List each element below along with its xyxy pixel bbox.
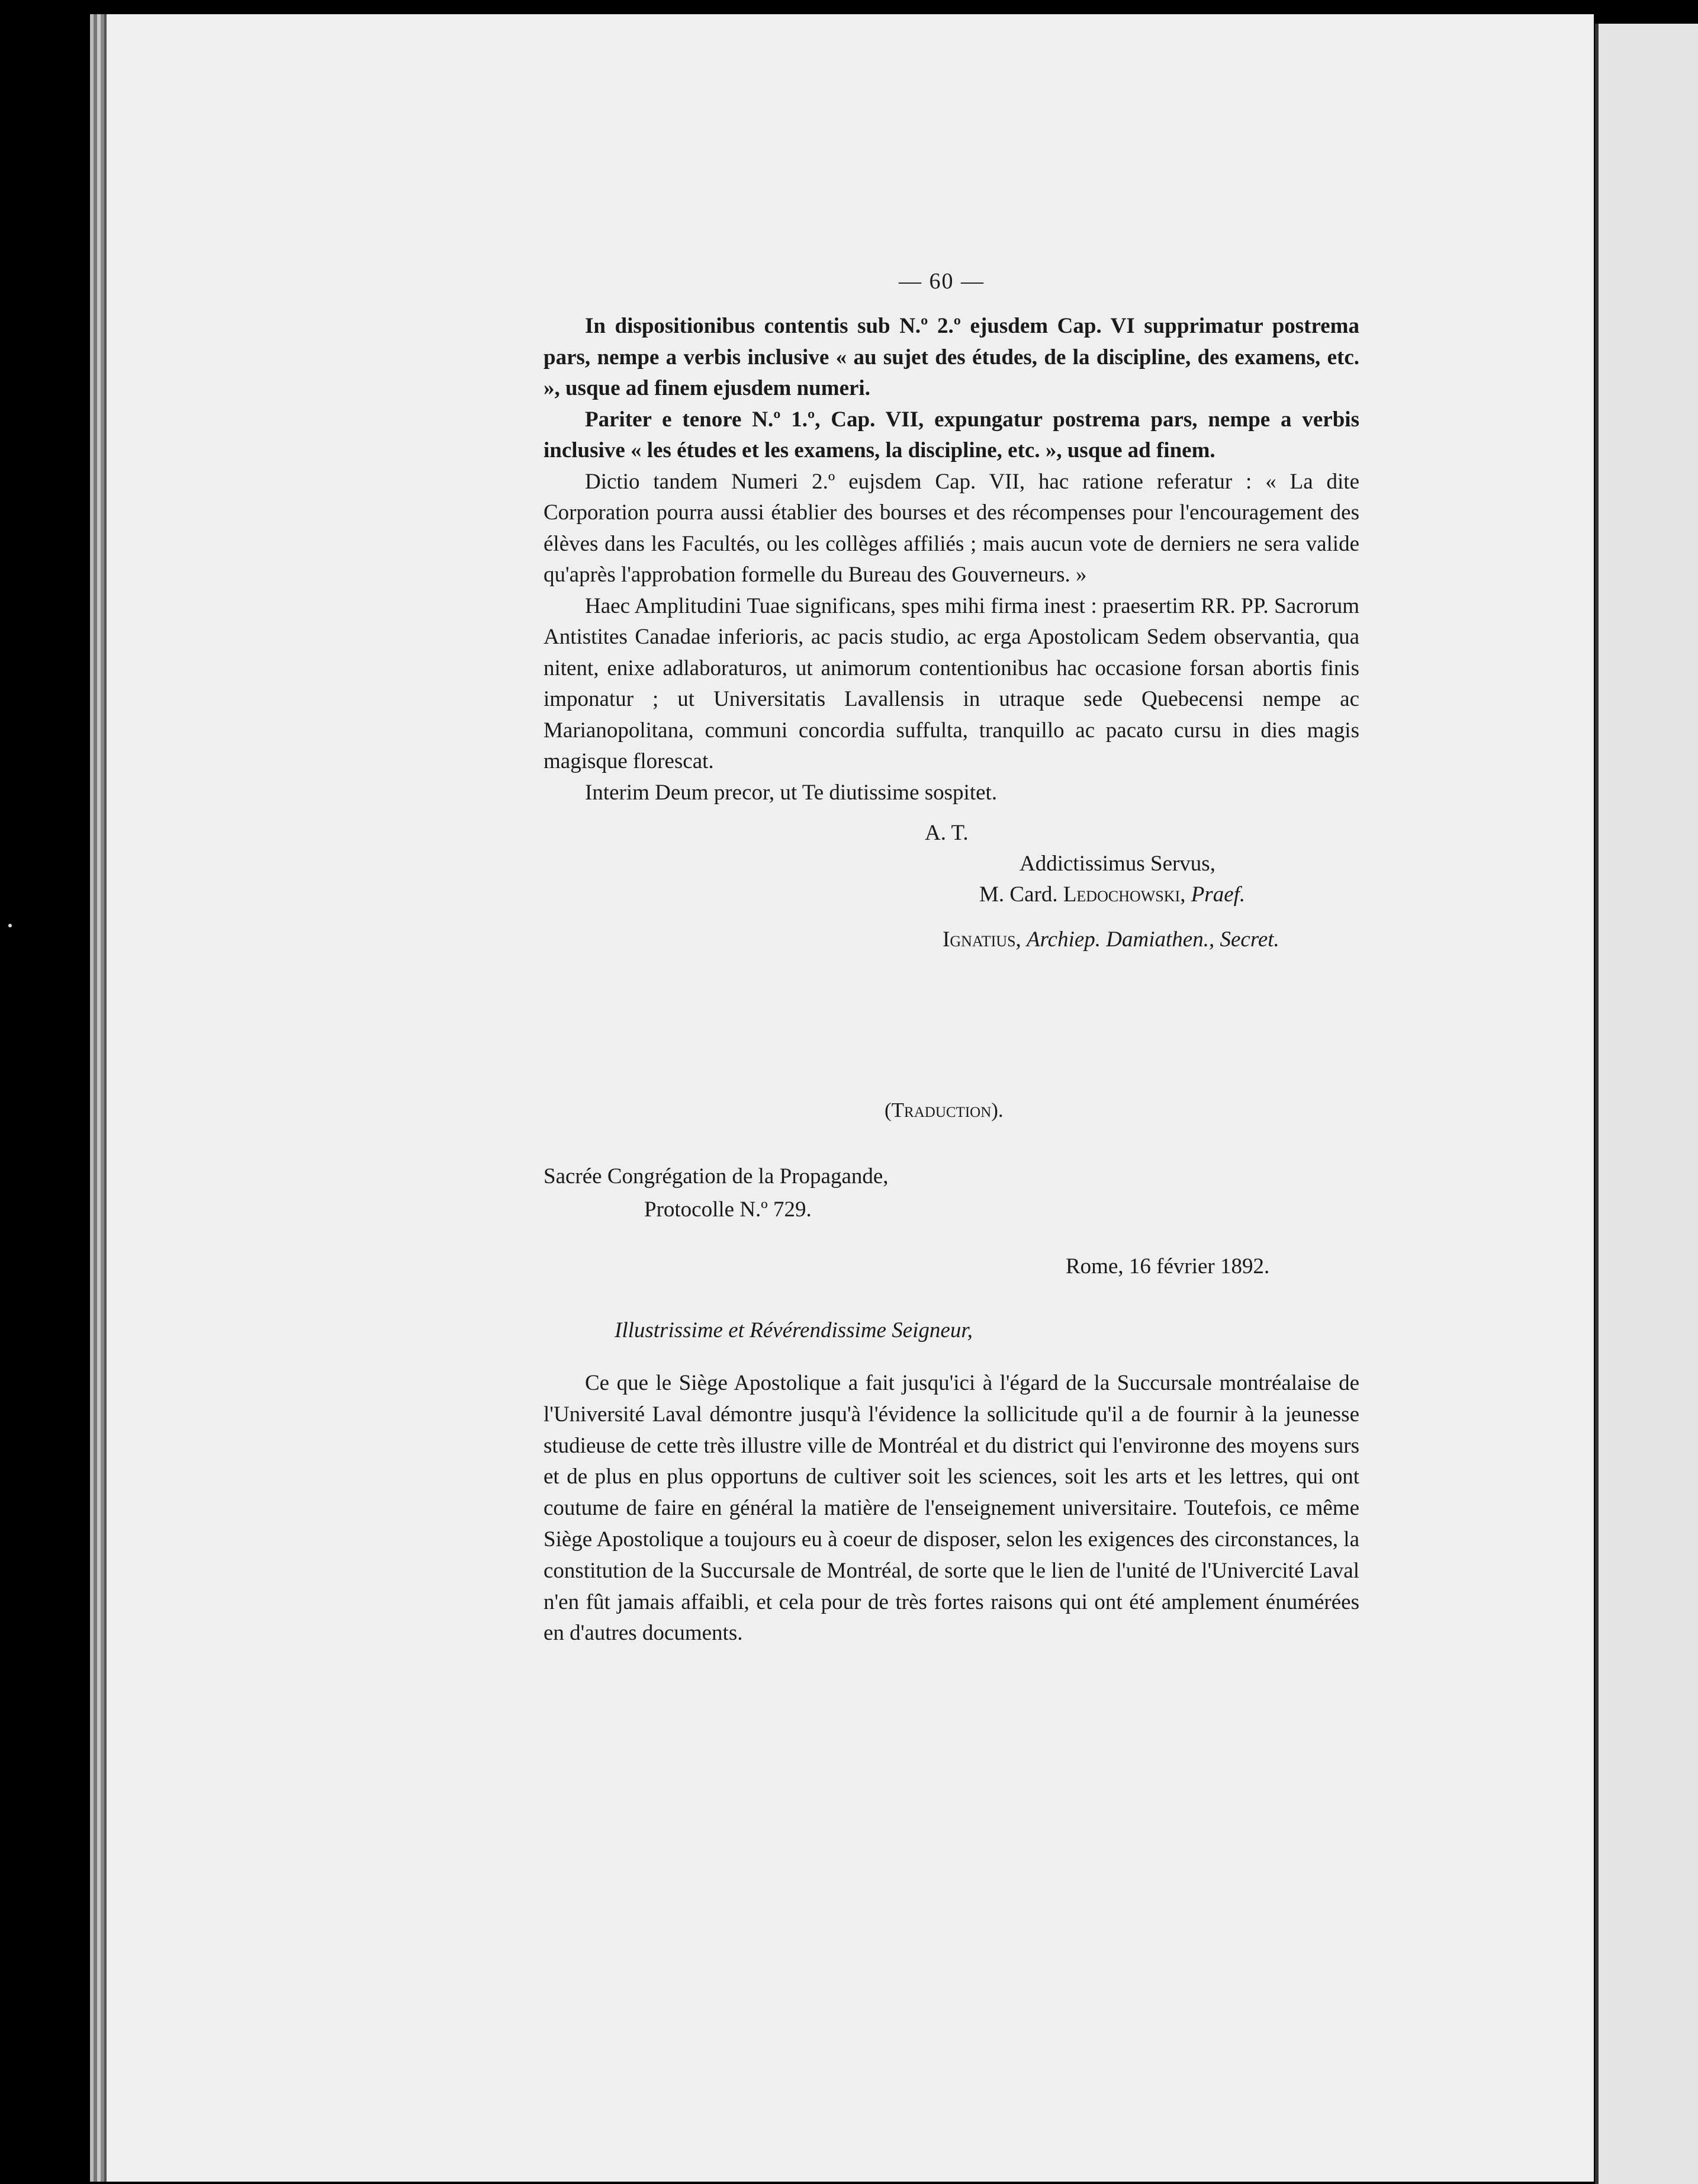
secretary-line: Ignatius, Archiep. Damiathen., Secret. [943, 927, 1279, 952]
signer-name: Ledochowski [1063, 882, 1181, 907]
latin-paragraph-1: In dispositionibus contentis sub N.º 2.º ejusdem Cap. VI supprimatur postrema pars, nempe a verbis inclusive « au sujet des études, de la discipline, des examens, etc. », usque ad finem ejusdem numeri. [544, 314, 1359, 400]
latin-paragraph-3: Dictio tandem Numeri 2.º eujsdem Cap. VII, hac ratione referatur : « La dite Corporation pourra aussi établier des bourses et des récompenses pour l'encouragement des élèves dans les Facultés, ou les collèges affiliés ; mais aucun vote de derniers ne sera valide qu'après l'approbation formelle du Bureau des Gouverneurs. » [544, 469, 1359, 587]
adjacent-page-edge [1595, 24, 1698, 2184]
secretary-title: Archiep. Damiathen., Secret. [1027, 927, 1279, 952]
salutation: Illustrissime et Révérendissime Seigneur, [615, 1318, 973, 1342]
letter-date: Rome, 16 février 1892. [1066, 1254, 1270, 1279]
translation-heading: (Traduction). [885, 1099, 1004, 1122]
signer-title: Praef. [1191, 882, 1246, 907]
sender-line-1: Sacrée Congrégation de la Propagande, [544, 1164, 889, 1189]
page-number: — 60 — [899, 269, 985, 294]
signature-line: M. Card. Ledochowski, Praef. [979, 882, 1246, 907]
latin-paragraph-5: Interim Deum precor, ut Te diutissime sospitet. [585, 780, 998, 805]
closing-servus: Addictissimus Servus, [1020, 852, 1215, 876]
closing-at: A. T. [925, 821, 969, 845]
translation-body [544, 1368, 1359, 1649]
latin-section [544, 311, 1359, 808]
secretary-name: Ignatius [943, 927, 1016, 952]
scan-speck [8, 924, 12, 927]
translation-paragraph: Ce que le Siège Apostolique a fait jusqu'ici à l'égard de la Succursale montréalaise de l'Université Laval démontre jusqu'à l'évidence la sollicitude qu'il a de fournir à la jeunesse studieuse de cette très illustre ville de Montréal et du district qui l'environne des moyens surs et de plus en plus opportuns de cultiver soit les sciences, soit les arts et les lettres, qui ont coutume de faire en général la matière de l'enseignement universitaire. Toutefois, ce même Siège Apostolique a toujours eu à coeur de disposer, selon les exigences des circonstances, la constitution de la Succursale de Montréal, de sorte que le lien de l'unité de l'Univercité Laval n'en fût jamais affaibli, et cela pour de très fortes raisons qui ont été amplement énumérées en d'autres documents. [544, 1371, 1359, 1646]
sender-line-2: Protocolle N.º 729. [644, 1197, 812, 1222]
signer-prefix: M. Card. [979, 882, 1058, 907]
latin-paragraph-2: Pariter e tenore N.º 1.º, Cap. VII, expungatur postrema pars, nempe a verbis inclusive « les études et les examens, la discipline, etc. », usque ad finem. [544, 407, 1359, 463]
latin-paragraph-4: Haec Amplitudini Tuae significans, spes mihi firma inest : praesertim RR. PP. Sacrorum Antistites Canadae inferioris, ac pacis studio, ac erga Apostolicam Sedem observantia, qua nitent, enixe adlaboraturos, ut animorum contentionibus hac occasione forsan abortis finis imponatur ; ut Universitatis Lavallensis in utraque sede Quebecensi nempe ac Marianopolitana, communi concordia suffulta, tranquillo ac pacato cursu in dies magis magisque florescat. [544, 593, 1359, 773]
